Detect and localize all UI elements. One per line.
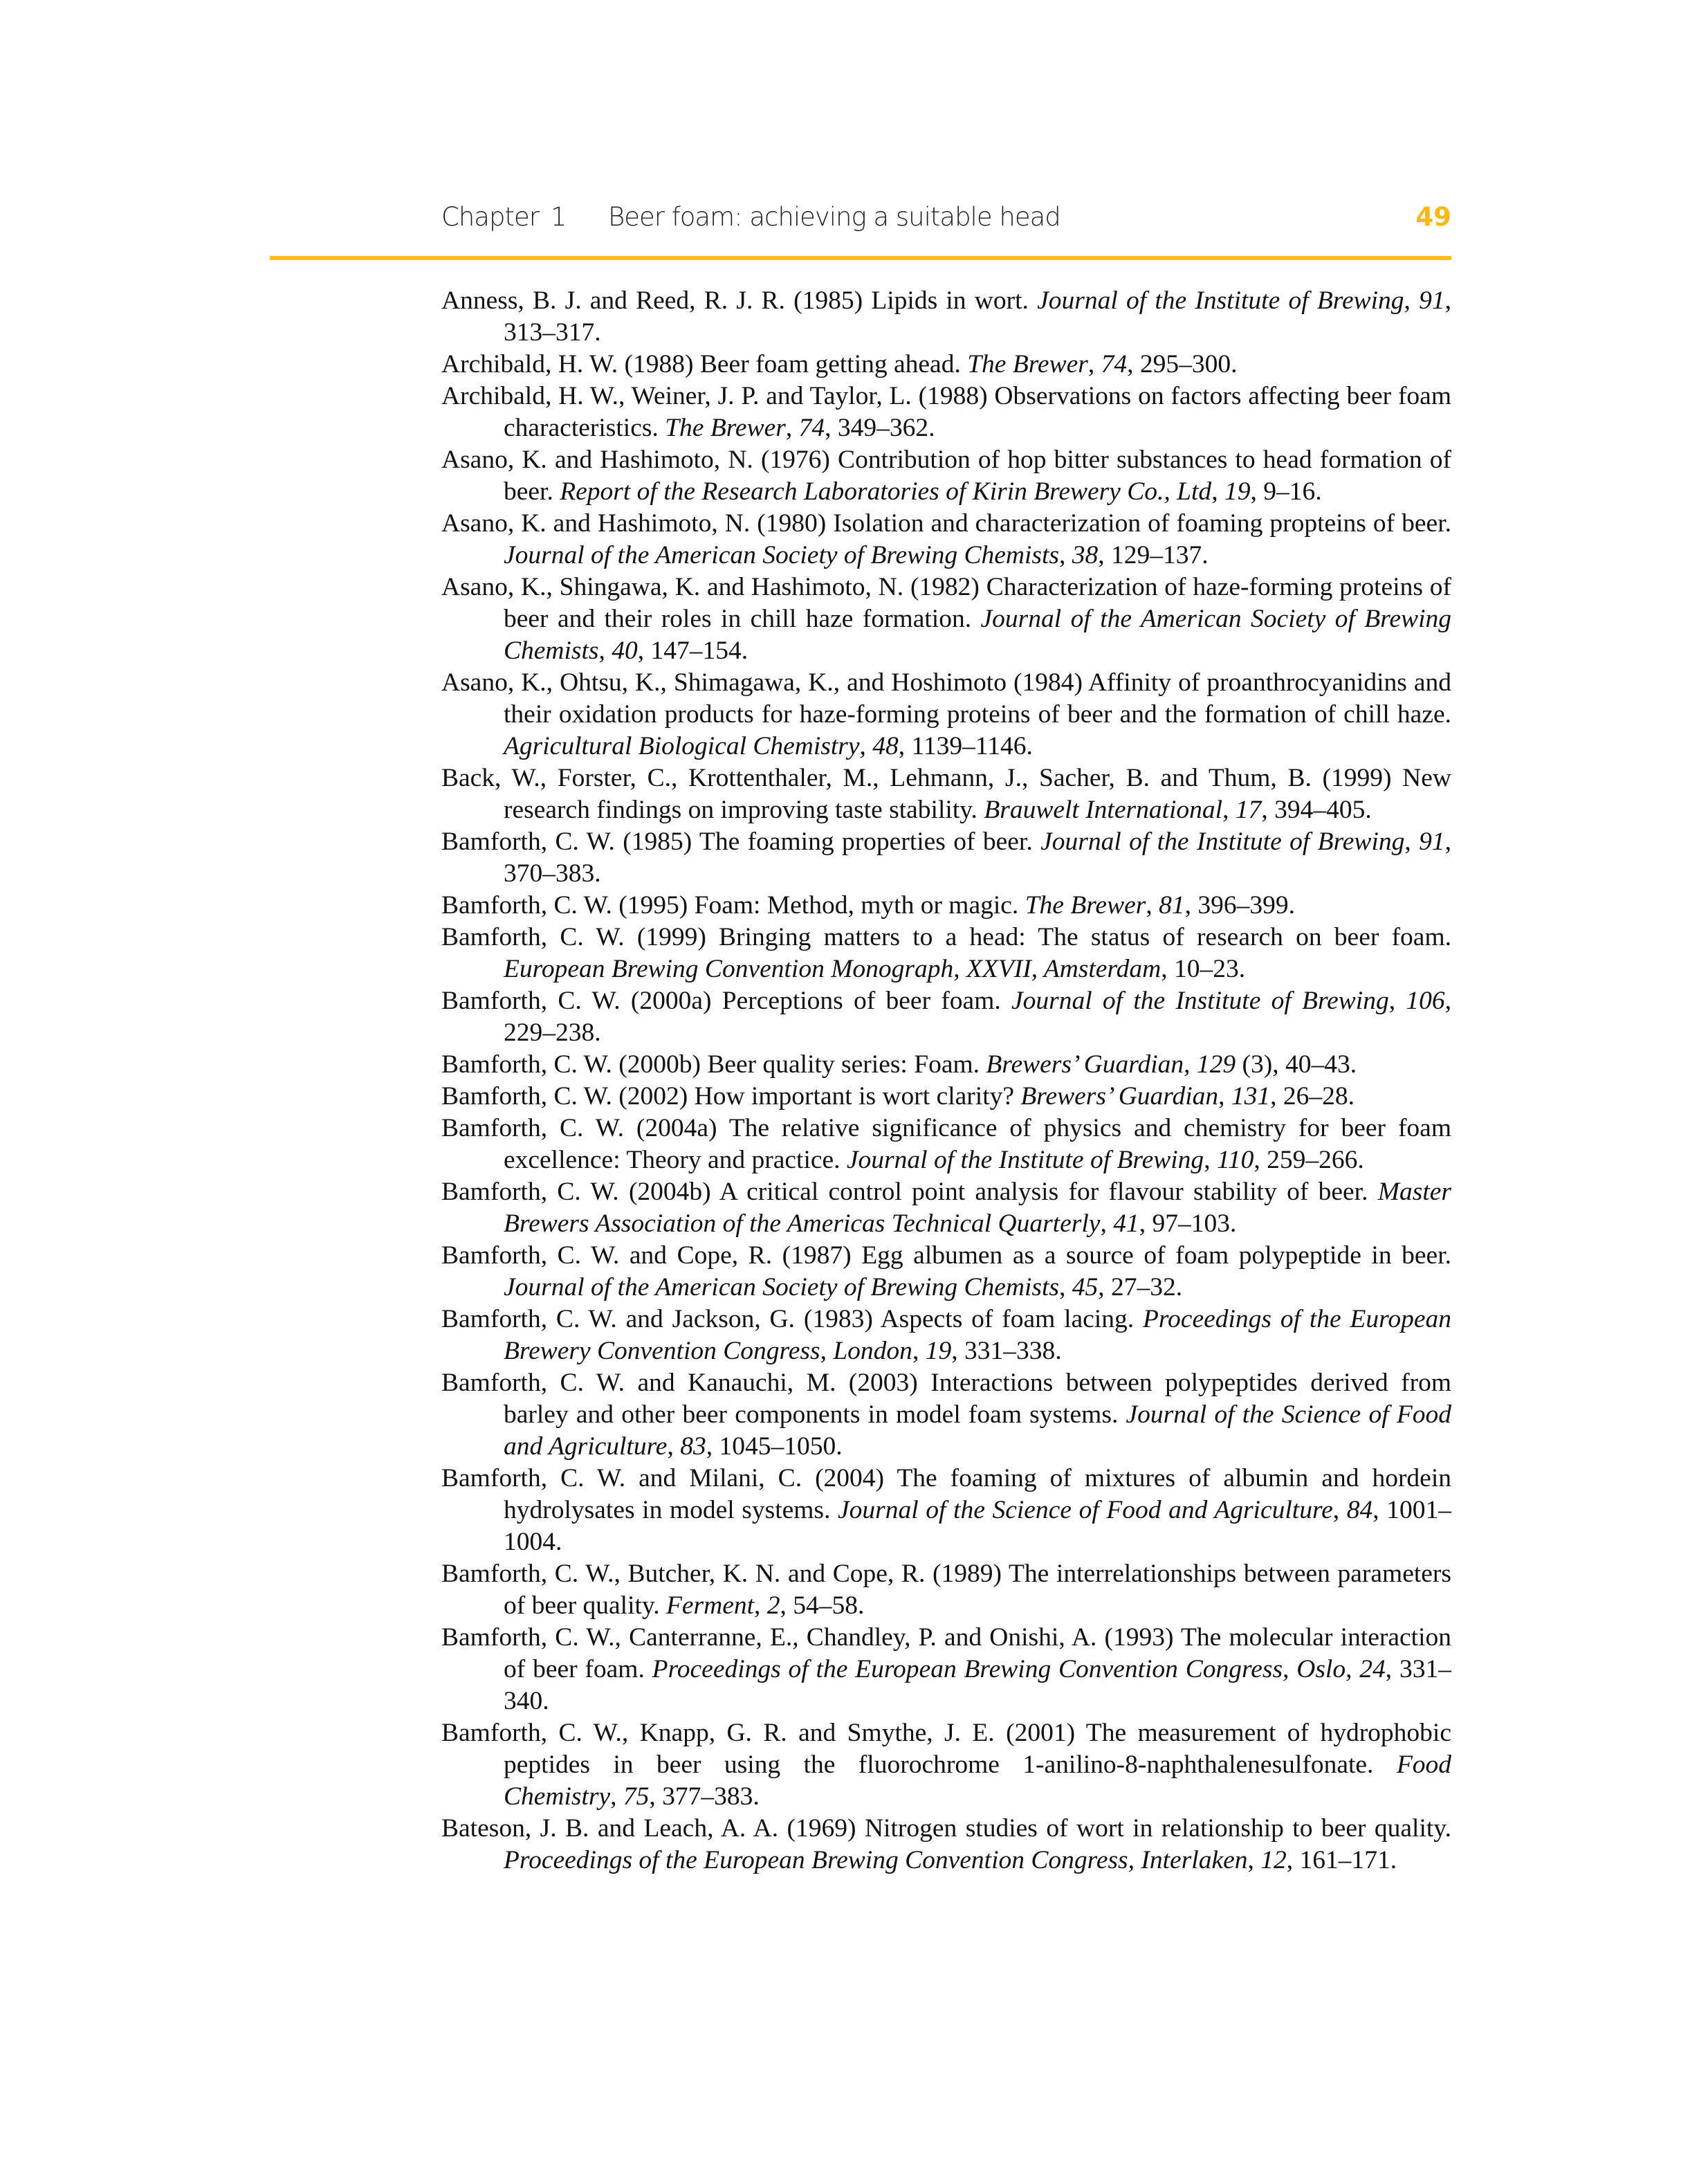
- reference-text: ,: [1059, 1273, 1072, 1301]
- reference-text: ,: [1087, 350, 1101, 378]
- reference-italic-text: 17: [1235, 796, 1262, 824]
- reference-text: ,: [1100, 1209, 1114, 1238]
- reference-italic-text: Journal of the Science of Food and Agriculture: [504, 1400, 1451, 1461]
- reference-text: , 10–23.: [1161, 955, 1246, 983]
- reference-text: Bamforth, C. W. (2004a) The relative significance of physics and chemistry for beer foam excellence: Theory and practice.: [441, 1114, 1451, 1174]
- reference-text: , 129–137.: [1098, 541, 1209, 569]
- reference-italic-text: 75: [623, 1782, 650, 1811]
- reference-entry: [441, 381, 1451, 444]
- reference-entry: [441, 285, 1451, 349]
- reference-text: Bamforth, C. W. and Jackson, G. (1983) Aspects of foam lacing.: [441, 1305, 1143, 1333]
- reference-italic-text: 19: [925, 1337, 952, 1365]
- reference-italic-text: 48: [872, 732, 899, 760]
- chapter-heading: [441, 202, 1060, 232]
- reference-italic-text: Proceedings of the European Brewing Convention Congress, Oslo: [652, 1655, 1346, 1683]
- reference-text: ,: [859, 732, 873, 760]
- reference-italic-text: 19: [1224, 477, 1251, 506]
- reference-entry: [441, 349, 1451, 381]
- reference-italic-text: 38: [1072, 541, 1099, 569]
- page-number: 49: [1415, 202, 1451, 232]
- reference-text: Bamforth, C. W. and Cope, R. (1987) Egg albumen as a source of foam polypeptide in beer.: [441, 1241, 1451, 1270]
- reference-text: Bamforth, C. W., Knapp, G. R. and Smythe, J. E. (2001) The measurement of hydrophobic peptides in beer using the fluorochrome 1-anilino-8-naphthalenesulfonate.: [441, 1719, 1451, 1779]
- reference-entry: [441, 1367, 1451, 1463]
- reference-italic-text: 2: [766, 1591, 780, 1620]
- reference-text: Bamforth, C. W. and Milani, C. (2004) The foaming of mixtures of albumin and hordein hydrolysates in model systems.: [441, 1464, 1451, 1524]
- reference-italic-text: 131: [1231, 1082, 1271, 1111]
- reference-italic-text: 129: [1196, 1050, 1236, 1079]
- reference-entry: [441, 572, 1451, 667]
- reference-italic-text: Journal of the Institute of Brewing: [1011, 987, 1389, 1015]
- reference-entry: [441, 1240, 1451, 1304]
- reference-text: ,: [1211, 477, 1224, 506]
- reference-text: ,: [912, 1337, 926, 1365]
- chapter-number: 1: [550, 202, 567, 232]
- reference-italic-text: 41: [1113, 1209, 1139, 1238]
- reference-text: ,: [1332, 1496, 1347, 1524]
- reference-italic-text: The Brewer: [1025, 891, 1146, 920]
- reference-text: , 313–317.: [504, 286, 1451, 347]
- reference-text: ,: [1146, 891, 1159, 920]
- reference-text: Bamforth, C. W., Canterranne, E., Chandley, P. and Onishi, A. (1993) The molecular interaction of beer foam.: [441, 1623, 1451, 1683]
- reference-italic-text: Proceedings of the European Brewery Convention Congress, London: [504, 1305, 1451, 1365]
- reference-italic-text: 84: [1346, 1496, 1373, 1524]
- reference-text: , 1045–1050.: [706, 1432, 843, 1461]
- reference-text: , 377–383.: [649, 1782, 760, 1811]
- reference-entry: [441, 1813, 1451, 1876]
- reference-text: , 9–16.: [1250, 477, 1322, 506]
- reference-entry: [441, 922, 1451, 985]
- reference-italic-text: Journal of the American Society of Brewing Chemists: [504, 1273, 1060, 1301]
- reference-entry: [441, 1558, 1451, 1622]
- reference-entry: [441, 508, 1451, 572]
- reference-text: ,: [1346, 1655, 1360, 1683]
- reference-text: , 161–171.: [1286, 1846, 1397, 1874]
- reference-entry: [441, 444, 1451, 508]
- reference-text: , 27–32.: [1098, 1273, 1183, 1301]
- reference-list: [441, 285, 1451, 1876]
- reference-text: , 54–58.: [780, 1591, 865, 1620]
- reference-text: Asano, K. and Hashimoto, N. (1980) Isolation and characterization of foaming propteins of beer.: [441, 509, 1451, 538]
- reference-italic-text: Journal of the Institute of Brewing: [1037, 286, 1404, 315]
- reference-text: , 97–103.: [1139, 1209, 1237, 1238]
- reference-text: ,: [1388, 987, 1406, 1015]
- reference-italic-text: 91: [1419, 828, 1445, 856]
- reference-text: ,: [1218, 1082, 1231, 1111]
- reference-italic-text: The Brewer: [967, 350, 1088, 378]
- reference-italic-text: 40: [612, 637, 638, 665]
- chapter-label: Chapter: [441, 202, 539, 232]
- reference-italic-text: Report of the Research Laboratories of Kirin Brewery Co., Ltd: [560, 477, 1212, 506]
- reference-entry: [441, 1081, 1451, 1113]
- reference-text: , 331–338.: [951, 1337, 1062, 1365]
- reference-italic-text: 45: [1072, 1273, 1099, 1301]
- reference-text: ,: [598, 637, 612, 665]
- reference-text: ,: [1204, 1146, 1217, 1174]
- reference-text: Asano, K., Shingawa, K. and Hashimoto, N. (1982) Characterization of haze-forming proteins of beer and their roles in chill haze formation.: [441, 573, 1451, 633]
- reference-italic-text: Journal of the Institute of Brewing: [846, 1146, 1204, 1174]
- reference-italic-text: 81: [1159, 891, 1185, 920]
- running-header: [441, 202, 1451, 244]
- reference-text: Archibald, H. W. (1988) Beer foam getting ahead.: [441, 350, 968, 378]
- reference-italic-text: Ferment: [665, 1591, 755, 1620]
- reference-text: , 26–28.: [1270, 1082, 1355, 1111]
- reference-italic-text: 74: [1101, 350, 1128, 378]
- reference-text: Bamforth, C. W. (2002) How important is wort clarity?: [441, 1082, 1021, 1111]
- reference-text: ,: [1184, 1050, 1197, 1079]
- reference-text: Bamforth, C. W. (1999) Bringing matters to a head: The status of research on beer foam.: [441, 923, 1451, 951]
- reference-text: Bamforth, C. W. (2004b) A critical control point analysis for flavour stability of beer.: [441, 1178, 1378, 1206]
- reference-text: Asano, K. and Hashimoto, N. (1976) Contribution of hop bitter substances to head formation of beer.: [441, 446, 1451, 506]
- reference-italic-text: Brewers’ Guardian: [1020, 1082, 1219, 1111]
- reference-entry: [441, 1304, 1451, 1367]
- reference-italic-text: Journal of the American Society of Brewing Chemists: [504, 541, 1060, 569]
- reference-italic-text: Proceedings of the European Brewing Convention Congress, Interlaken: [504, 1846, 1248, 1874]
- reference-text: Back, W., Forster, C., Krottenthaler, M., Lehmann, J., Sacher, B. and Thum, B. (1999) New research findings on improving taste stability.: [441, 764, 1451, 824]
- reference-text: Bamforth, C. W. and Kanauchi, M. (2003) Interactions between polypeptides derived from barley and other beer components in model foam systems.: [441, 1369, 1451, 1429]
- reference-italic-text: Food Chemistry: [504, 1751, 1451, 1811]
- reference-text: Bamforth, C. W. (2000a) Perceptions of beer foam.: [441, 987, 1012, 1015]
- reference-text: , 229–238.: [504, 987, 1451, 1047]
- reference-italic-text: Agricultural Biological Chemistry: [504, 732, 860, 760]
- reference-italic-text: 83: [680, 1432, 706, 1461]
- reference-text: , 147–154.: [637, 637, 749, 665]
- reference-text: ,: [610, 1782, 623, 1811]
- reference-entry: [441, 1113, 1451, 1176]
- reference-text: , 394–405.: [1261, 796, 1372, 824]
- reference-text: (3), 40–43.: [1236, 1050, 1357, 1079]
- reference-text: , 396–399.: [1184, 891, 1295, 920]
- reference-entry: [441, 1717, 1451, 1813]
- reference-entry: [441, 1049, 1451, 1081]
- reference-italic-text: Journal of the American Society of Brewing Chemists: [504, 605, 1451, 665]
- reference-entry: [441, 667, 1451, 762]
- reference-italic-text: Brewers’ Guardian: [986, 1050, 1184, 1079]
- reference-italic-text: The Brewer: [665, 414, 786, 442]
- reference-text: Asano, K., Ohtsu, K., Shimagawa, K., and Hoshimoto (1984) Affinity of proanthrocyanidins and their oxidation products for haze-forming proteins of beer and the formation of chill haze.: [441, 668, 1451, 729]
- reference-text: Bamforth, C. W., Butcher, K. N. and Cope, R. (1989) The interrelationships between parameters of beer quality.: [441, 1560, 1451, 1620]
- reference-text: ,: [1059, 541, 1072, 569]
- reference-text: ,: [667, 1432, 681, 1461]
- reference-italic-text: Journal of the Institute of Brewing: [1040, 828, 1405, 856]
- reference-entry: [441, 890, 1451, 922]
- reference-text: ,: [1404, 828, 1420, 856]
- reference-text: , 1001–1004.: [504, 1496, 1452, 1556]
- reference-entry: [441, 1176, 1451, 1240]
- chapter-title: Beer foam: achieving a suitable head: [608, 202, 1060, 232]
- reference-italic-text: Journal of the Science of Food and Agriculture: [838, 1496, 1333, 1524]
- reference-italic-text: 110: [1216, 1146, 1254, 1174]
- reference-italic-text: 106: [1406, 987, 1445, 1015]
- reference-text: , 370–383.: [504, 828, 1451, 888]
- reference-italic-text: 91: [1419, 286, 1445, 315]
- reference-italic-text: Master Brewers Association of the Americas Technical Quarterly: [504, 1178, 1451, 1238]
- reference-italic-text: 24: [1359, 1655, 1386, 1683]
- reference-text: , 259–266.: [1254, 1146, 1364, 1174]
- reference-italic-text: Brauwelt International: [984, 796, 1223, 824]
- reference-text: , 331–340.: [504, 1655, 1451, 1715]
- reference-italic-text: 12: [1260, 1846, 1287, 1874]
- reference-entry: [441, 1463, 1451, 1558]
- reference-entry: [441, 762, 1451, 826]
- reference-text: ,: [1222, 796, 1236, 824]
- reference-text: ,: [1404, 286, 1420, 315]
- reference-text: ,: [754, 1591, 767, 1620]
- header-rule: [270, 256, 1451, 260]
- reference-entry: [441, 985, 1451, 1049]
- reference-text: Bateson, J. B. and Leach, A. A. (1969) Nitrogen studies of wort in relationship to beer quality.: [441, 1814, 1451, 1843]
- reference-text: , 349–362.: [825, 414, 935, 442]
- reference-text: Anness, B. J. and Reed, R. J. R. (1985) Lipids in wort.: [441, 286, 1038, 315]
- reference-text: Bamforth, C. W. (2000b) Beer quality series: Foam.: [441, 1050, 986, 1079]
- reference-italic-text: European Brewing Convention Monograph, XXVII, Amsterdam: [504, 955, 1161, 983]
- reference-text: ,: [785, 414, 799, 442]
- reference-text: ,: [1247, 1846, 1261, 1874]
- reference-italic-text: 74: [798, 414, 825, 442]
- reference-text: Archibald, H. W., Weiner, J. P. and Taylor, L. (1988) Observations on factors affecting beer foam characteristics.: [441, 382, 1451, 442]
- reference-text: , 1139–1146.: [898, 732, 1033, 760]
- reference-entry: [441, 1622, 1451, 1717]
- reference-text: , 295–300.: [1127, 350, 1238, 378]
- reference-text: Bamforth, C. W. (1985) The foaming properties of beer.: [441, 828, 1041, 856]
- reference-entry: [441, 826, 1451, 890]
- reference-text: Bamforth, C. W. (1995) Foam: Method, myth or magic.: [441, 891, 1025, 920]
